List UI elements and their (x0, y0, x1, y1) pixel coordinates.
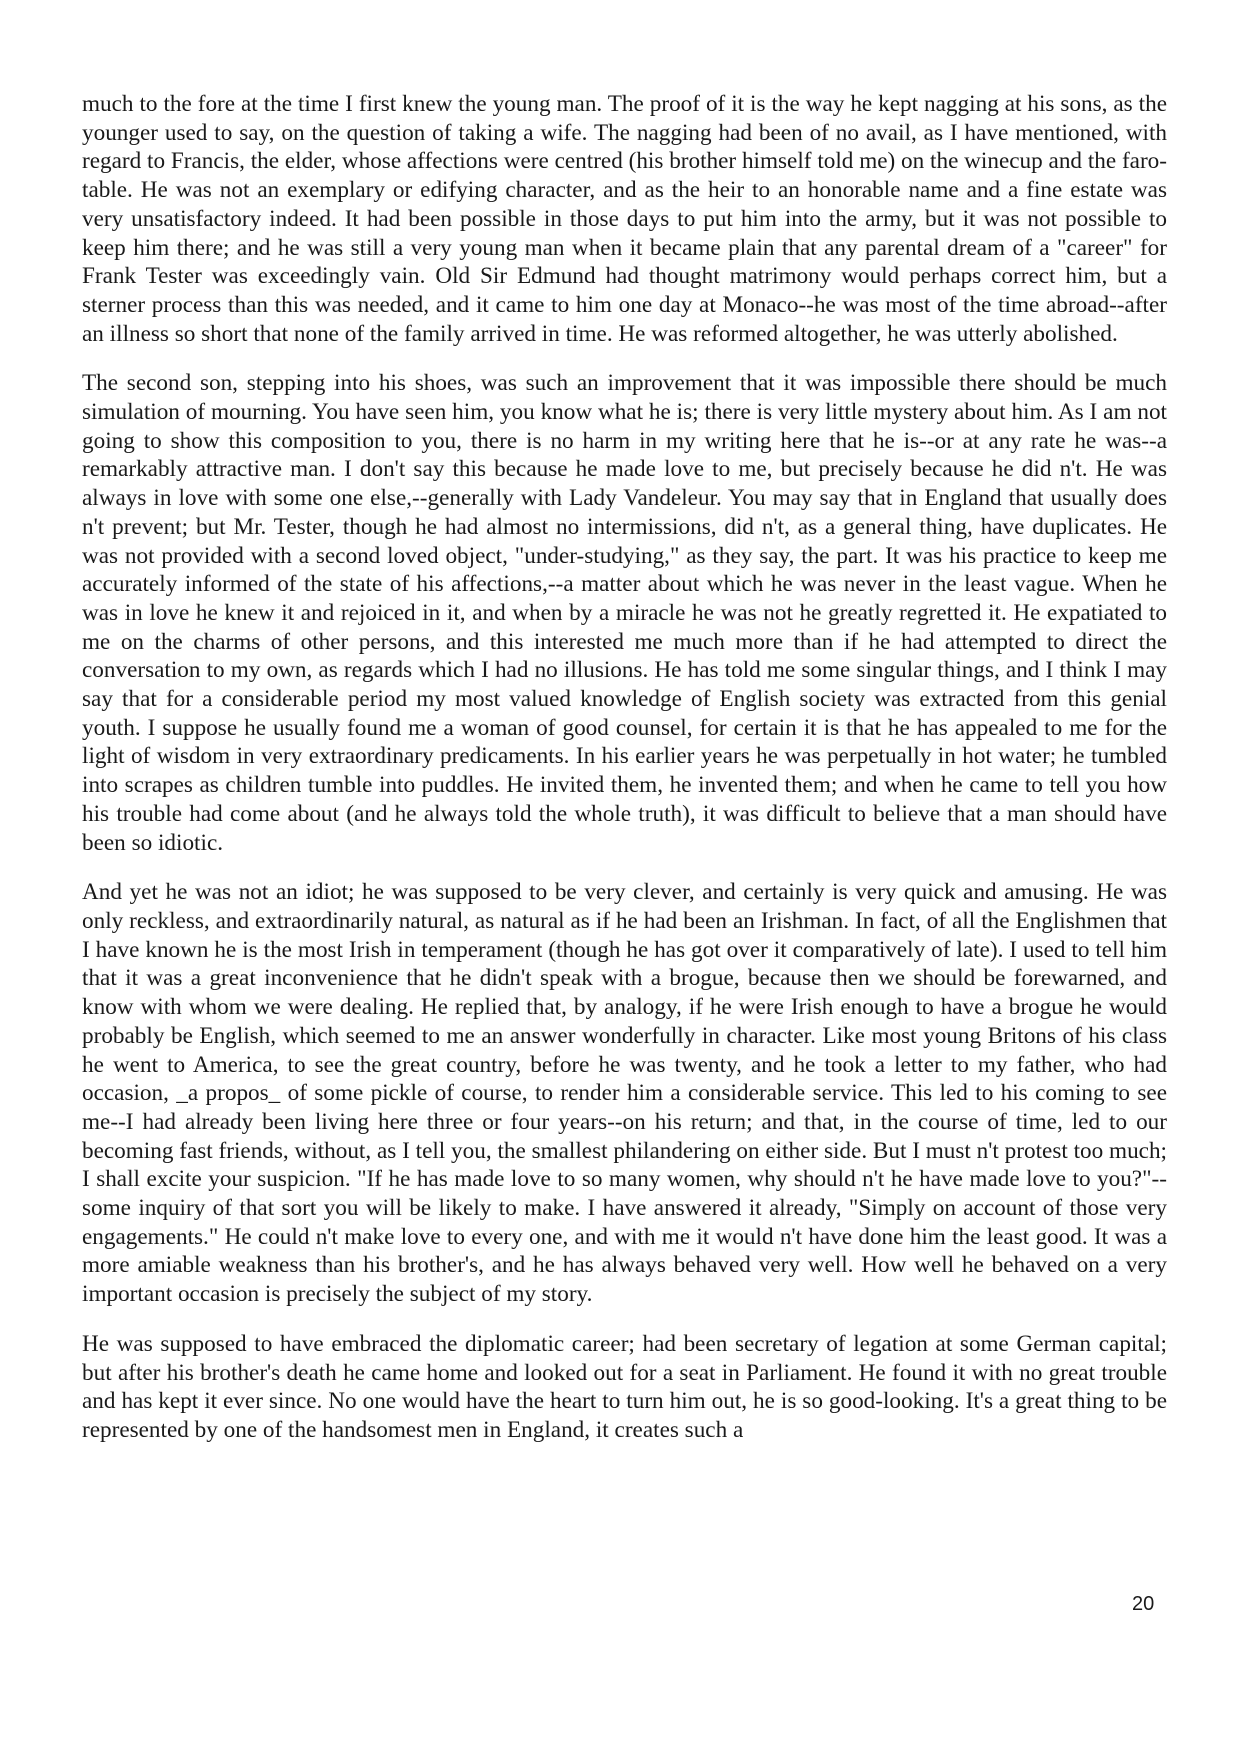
paragraph-4: He was supposed to have embraced the diplomatic career; had been secretary of legation at some German capital; but after his brother's death he came home and looked out for a seat in Parliament. He found it with no great trouble and has kept it ever since. No one would have the heart to turn him out, he is so good-looking. It's a great thing to be represented by one of the handsomest men in England, it creates such a (82, 1330, 1167, 1443)
page-number: 20 (1132, 1593, 1155, 1615)
paragraph-1: much to the fore at the time I first knew the young man. The proof of it is the way he kept nagging at his sons, as the younger used to say, on the question of taking a wife. The nagging had been of no avail, as I have mentioned, with regard to Francis, the elder, whose affections were centred (his brother himself told me) on the winecup and the faro-table. He was not an exemplary or edifying character, and as the heir to an honorable name and a fine estate was very unsatisfactory indeed. It had been possible in those days to put him into the army, but it was not possible to keep him there; and he was still a very young man when it became plain that any parental dream of a "career" for Frank Tester was exceedingly vain. Old Sir Edmund had thought matrimony would perhaps correct him, but a sterner process than this was needed, and it came to him one day at Monaco--he was most of the time abroad--after an illness so short that none of the family arrived in time. He was reformed altogether, he was utterly abolished. (82, 91, 1167, 347)
paragraph-3: And yet he was not an idiot; he was supposed to be very clever, and certainly is very quick and amusing. He was only reckless, and extraordinarily natural, as natural as if he had been an Irishman. In fact, of all the Englishmen that I have known he is the most Irish in temperament (though he has got over it comparatively of late). I used to tell him that it was a great inconvenience that he didn't speak with a brogue, because then we should be forewarned, and know with whom we were dealing. He replied that, by analogy, if he were Irish enough to have a brogue he would probably be English, which seemed to me an answer wonderfully in character. Like most young Britons of his class he went to America, to see the great country, before he was twenty, and he took a letter to my father, who had occasion, _a propos_ of some pickle of course, to render him a considerable service. This led to his coming to see me--I had already been living here three or four years--on his return; and that, in the course of time, led to our becoming fast friends, without, as I tell you, the smallest philandering on either side. But I must n't protest too much; I shall excite your suspicion. "If he has made love to so many women, why should n't he have made love to you?"--some inquiry of that sort you will be likely to make. I have answered it already, "Simply on account of those very engagements." He could n't make love to every one, and with me it would n't have done him the least good. It was a more amiable weakness than his brother's, and he has always behaved very well. How well he behaved on a very important occasion is precisely the subject of my story. (82, 879, 1167, 1308)
paragraph-2: The second son, stepping into his shoes, was such an improvement that it was impossible there should be much simulation of mourning. You have seen him, you know what he is; there is very little mystery about him. As I am not going to show this composition to you, there is no harm in my writing here that he is--or at any rate he was--a remarkably attractive man. I don't say this because he made love to me, but precisely because he did n't. He was always in love with some one else,--generally with Lady Vandeleur. You may say that in England that usually does n't prevent; but Mr. Tester, though he had almost no intermissions, did n't, as a general thing, have duplicates. He was not provided with a second loved object, "under-studying," as they say, the part. It was his practice to keep me accurately informed of the state of his affections,--a matter about which he was never in the least vague. When he was in love he knew it and rejoiced in it, and when by a miracle he was not he greatly regretted it. He expatiated to me on the charms of other persons, and this interested me much more than if he had attempted to direct the conversation to my own, as regards which I had no illusions. He has told me some singular things, and I think I may say that for a considerable period my most valued knowledge of English society was extracted from this genial youth. I suppose he usually found me a woman of good counsel, for certain it is that he has appealed to me for the light of wisdom in very extraordinary predicaments. In his earlier years he was perpetually in hot water; he tumbled into scrapes as children tumble into puddles. He invited them, he invented them; and when he came to tell you how his trouble had come about (and he always told the whole truth), it was difficult to believe that a man should have been so idiotic. (82, 370, 1167, 856)
document-body (82, 90, 1167, 1466)
